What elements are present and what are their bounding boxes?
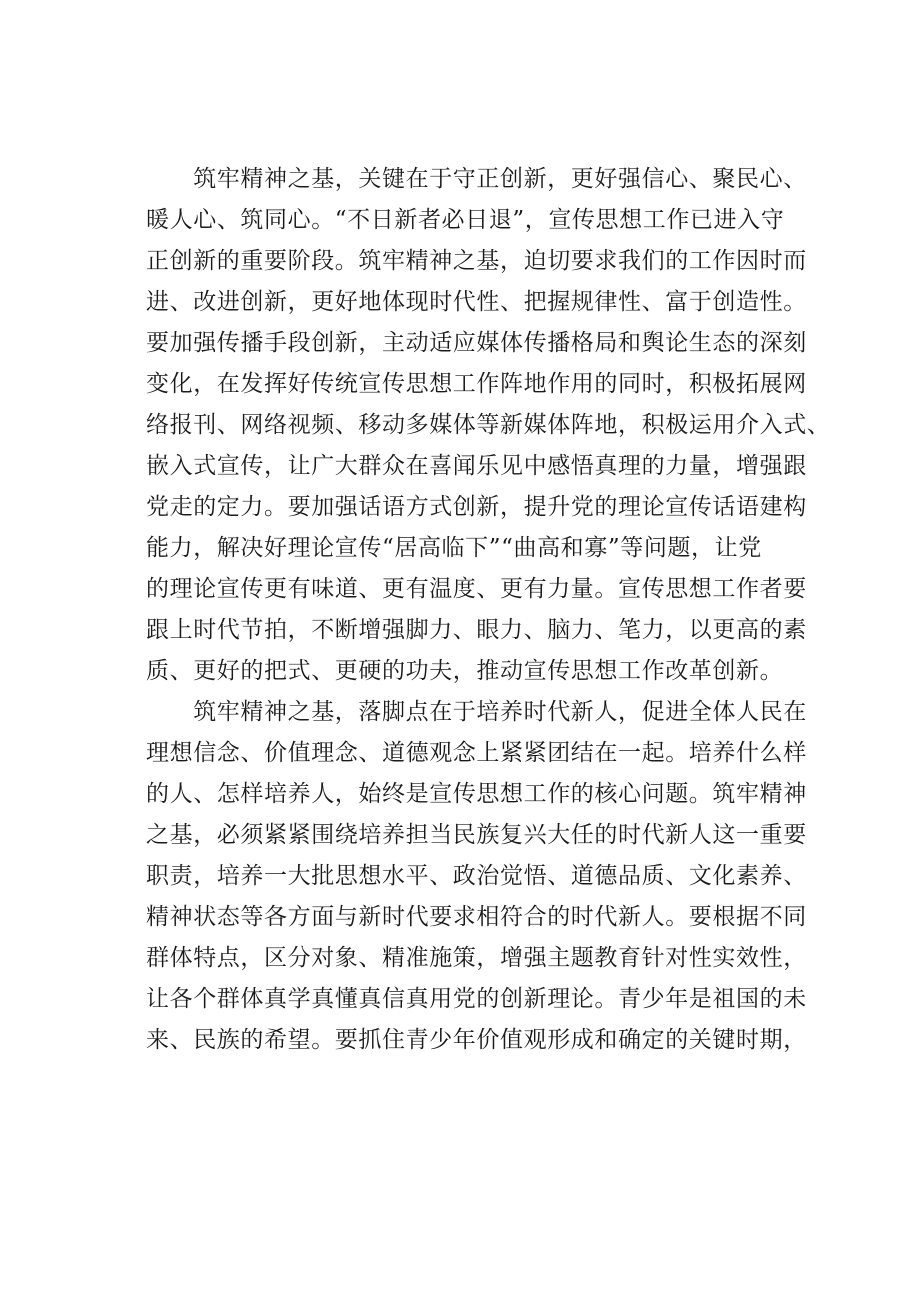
text-line: 来、民族的希望。要抓住青少年价值观形成和确定的关键时期， [146, 1027, 807, 1053]
text-line: 跟上时代节拍，不断增强脚力、眼力、脑力、笔力，以更高的素 [146, 617, 807, 643]
text-line: 党走的定力。要加强话语方式创新，提升党的理论宣传话语建构 [146, 494, 807, 520]
text-line: 正创新的重要阶段。筑牢精神之基，迫切要求我们的工作因时而 [146, 248, 807, 274]
text-line: 筑牢精神之基，落脚点在于培养时代新人，促进全体人民在 [146, 699, 807, 725]
text-line: 理想信念、价值理念、道德观念上紧紧团结在一起。培养什么样 [146, 740, 807, 766]
text-line: 筑牢精神之基，关键在于守正创新，更好强信心、聚民心、 [146, 166, 807, 192]
text-line: 的人、怎样培养人，始终是宣传思想工作的核心问题。筑牢精神 [146, 781, 807, 807]
text-line: 暖人心、筑同心。“不日新者必日退”，宣传思想工作已进入守 [146, 207, 785, 233]
text-line: 嵌入式宣传，让广大群众在喜闻乐见中感悟真理的力量，增强跟 [146, 453, 807, 479]
document-body [146, 159, 831, 1061]
text-line: 精神状态等各方面与新时代要求相符合的时代新人。要根据不同 [146, 904, 807, 930]
text-line: 能力，解决好理论宣传“居高临下”“曲高和寡”等问题，让党 [146, 535, 762, 561]
paragraph-1 [146, 159, 831, 692]
text-line: 之基，必须紧紧围绕培养担当民族复兴大任的时代新人这一重要 [146, 822, 807, 848]
paragraph-2 [146, 692, 826, 1061]
text-line: 络报刊、网络视频、移动多媒体等新媒体阵地，积极运用介入式、 [146, 412, 831, 438]
text-line: 群体特点，区分对象、精准施策，增强主题教育针对性实效性， [146, 945, 807, 971]
text-line: 要加强传播手段创新，主动适应媒体传播格局和舆论生态的深刻 [146, 330, 807, 356]
text-line: 质、更好的把式、更硬的功夫，推动宣传思想工作改革创新。 [146, 658, 784, 684]
text-line: 变化，在发挥好传统宣传思想工作阵地作用的同时，积极拓展网 [146, 371, 807, 397]
text-line: 进、改进创新，更好地体现时代性、把握规律性、富于创造性。 [146, 289, 807, 315]
text-line: 的理论宣传更有味道、更有温度、更有力量。宣传思想工作者要 [146, 576, 807, 602]
text-line: 让各个群体真学真懂真信真用党的创新理论。青少年是祖国的未 [146, 986, 807, 1012]
text-line: 职责，培养一大批思想水平、政治觉悟、道德品质、文化素养、 [146, 863, 807, 889]
